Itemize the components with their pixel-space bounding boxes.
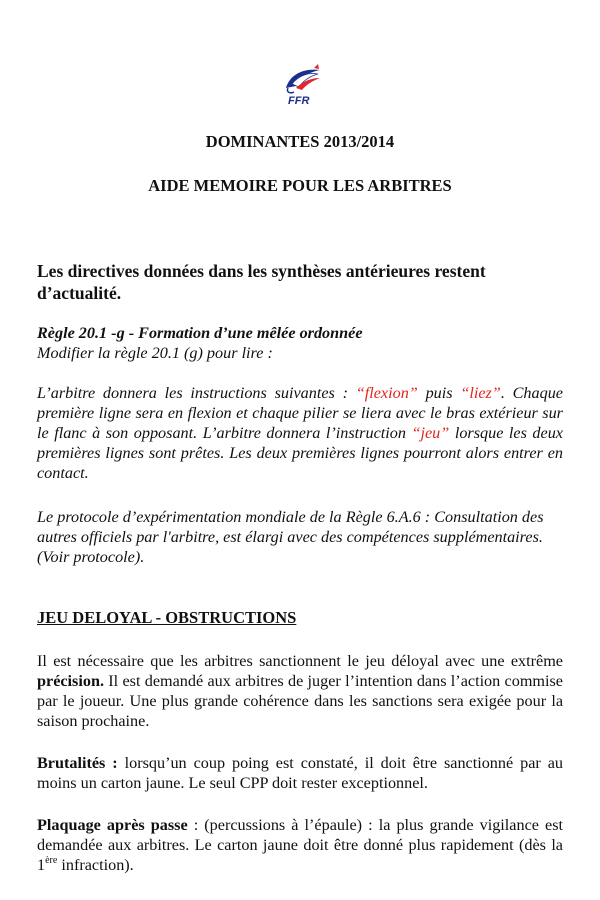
rule-paragraph-2: Le protocole d’expérimentation mondiale de la Règle 6.A.6 : Consultation des autres officiels par l'arbitre, est élargi avec des compétences supplémentaires. (Voir protocole).: [37, 508, 544, 566]
document-title: DOMINANTES 2013/2014: [205, 132, 395, 151]
section-heading: JEU DELOYAL - OBSTRUCTIONS: [37, 608, 297, 627]
document-subtitle: AIDE MEMOIRE POUR LES ARBITRES: [148, 176, 452, 195]
rule-subheading: Modifier la règle 20.1 (g) pour lire :: [37, 344, 273, 362]
liez-word: “liez”: [460, 384, 501, 402]
rooster-icon: [274, 62, 326, 106]
svg-text:FFR: FFR: [288, 95, 310, 106]
jeu-word: “jeu”: [411, 424, 450, 442]
section-heading-wrapper: [37, 608, 563, 628]
rule-heading: Règle 20.1 -g - Formation d’une mêlée ordonnée: [37, 324, 363, 342]
rule-section: [37, 323, 563, 363]
section-paragraph-3: Plaquage après passe : (percussions à l’épaule) : la plus grande vigilance est demandée aux arbitres. Le carton jaune doit être donné plus rapidement (dès la 1ère infraction).: [37, 816, 563, 874]
rule-paragraph-1: L’arbitre donnera les instructions suivantes : “flexion” puis “liez”. Chaque première ligne sera en flexion et chaque pilier se liera avec le bras extérieur sur le flanc à son opposant. L’arbitre donnera l’instruction “jeu” lorsque les deux premières lignes sont prêtes. Les deux premières lignes pourront alors entrer en contact.: [37, 384, 563, 482]
flexion-word: “flexion”: [355, 384, 418, 402]
ffr-logo: [274, 62, 326, 106]
section-paragraph-2: Brutalités : lorsqu’un coup poing est constaté, il doit être sanctionné par au moins un carton jaune. Le seul CPP doit rester exceptionnel.: [37, 754, 563, 792]
intro-text: Les directives données dans les synthèses antérieures restent d’actualité.: [37, 261, 486, 303]
section-paragraph-1: Il est nécessaire que les arbitres sanctionnent le jeu déloyal avec une extrême précision. Il est demandé aux arbitres de juger l’intention dans l’action commise par le joueur. Une plus grande cohérence dans les sanctions sera exigée pour la saison prochaine.: [37, 652, 563, 730]
